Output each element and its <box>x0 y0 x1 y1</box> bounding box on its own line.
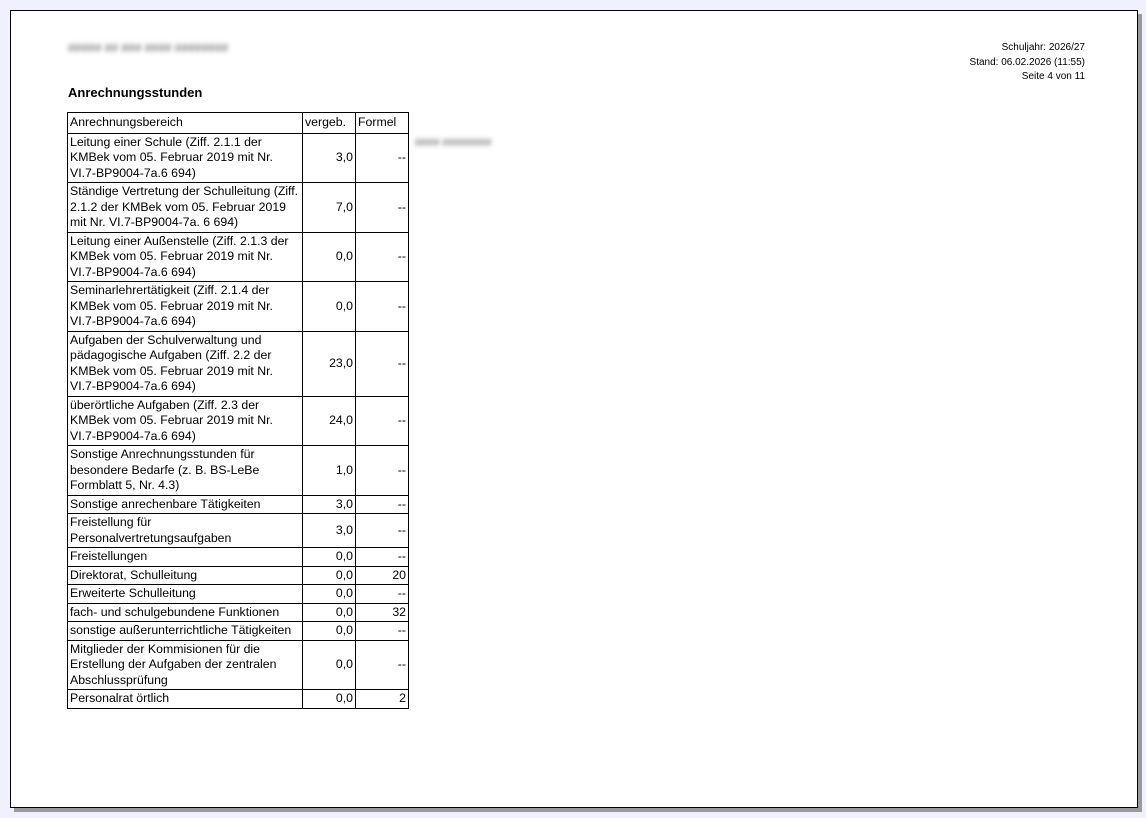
table-row <box>68 282 409 332</box>
cell-formel: -- <box>356 396 409 446</box>
cell-formel: -- <box>356 514 409 548</box>
table-row <box>68 566 409 585</box>
table-row <box>68 622 409 641</box>
cell-formel: -- <box>356 133 409 183</box>
cell-vergeben: 0,0 <box>303 603 356 622</box>
cell-formel: -- <box>356 232 409 282</box>
cell-vergeben: 0,0 <box>303 690 356 709</box>
cell-formel: -- <box>356 548 409 567</box>
cell-bereich: Personalrat örtlich <box>68 690 303 709</box>
cell-vergeben: 7,0 <box>303 183 356 233</box>
cell-vergeben: 24,0 <box>303 396 356 446</box>
report-page <box>10 10 1138 808</box>
table-header-row <box>68 113 409 134</box>
anrechnungsstunden-table <box>67 112 409 709</box>
cell-bereich: Mitglieder der Kommisionen für die Erstellung der Aufgaben der zentralen Abschlussprüfung <box>68 640 303 690</box>
cell-formel: 32 <box>356 603 409 622</box>
cell-formel: -- <box>356 622 409 641</box>
cell-vergeben: 0,0 <box>303 548 356 567</box>
stand-label: Stand: 06.02.2026 (11:55) <box>969 56 1085 68</box>
cell-formel: -- <box>356 183 409 233</box>
cell-vergeben: 23,0 <box>303 331 356 396</box>
cell-vergeben: 3,0 <box>303 133 356 183</box>
cell-bereich: Freistellungen <box>68 548 303 567</box>
cell-vergeben: 0,0 <box>303 282 356 332</box>
cell-bereich: fach- und schulgebundene Funktionen <box>68 603 303 622</box>
cell-formel: 20 <box>356 566 409 585</box>
column-header-bereich: Anrechnungsbereich <box>68 113 303 134</box>
report-header-info <box>970 41 1085 85</box>
column-header-vergeben: vergeb. <box>303 113 356 134</box>
table-row <box>68 690 409 709</box>
table-row <box>68 603 409 622</box>
table-row <box>68 396 409 446</box>
cell-vergeben: 0,0 <box>303 640 356 690</box>
cell-bereich: Erweiterte Schulleitung <box>68 585 303 604</box>
cell-bereich: Ständige Vertretung der Schulleitung (Ziff. 2.1.2 der KMBek vom 05. Februar 2019 mit Nr. VI.7-BP9004-7a. 6 694) <box>68 183 303 233</box>
table-row <box>68 133 409 183</box>
cell-bereich: sonstige außerunterrichtliche Tätigkeiten <box>68 622 303 641</box>
cell-bereich: überörtliche Aufgaben (Ziff. 2.3 der KMBek vom 05. Februar 2019 mit Nr. VI.7-BP9004-7a.6 694) <box>68 396 303 446</box>
cell-formel: -- <box>356 585 409 604</box>
cell-formel: -- <box>356 640 409 690</box>
cell-formel: -- <box>356 282 409 332</box>
cell-vergeben: 0,0 <box>303 622 356 641</box>
cell-bereich: Direktorat, Schulleitung <box>68 566 303 585</box>
table-row <box>68 183 409 233</box>
cell-bereich: Sonstige Anrechnungsstunden für besondere Bedarfe (z. B. BS-LeBe Formblatt 5, Nr. 4.3) <box>68 446 303 496</box>
table-row <box>68 548 409 567</box>
cell-formel: -- <box>356 446 409 496</box>
table-row <box>68 585 409 604</box>
cell-vergeben: 0,0 <box>303 585 356 604</box>
table-row <box>68 232 409 282</box>
schuljahr-label: Schuljahr: 2026/27 <box>1001 42 1085 53</box>
table-row <box>68 495 409 514</box>
cell-bereich: Leitung einer Schule (Ziff. 2.1.1 der KMBek vom 05. Februar 2019 mit Nr. VI.7-BP9004-7a.6 694) <box>68 133 303 183</box>
table-row <box>68 446 409 496</box>
table-row <box>68 331 409 396</box>
cell-formel: 2 <box>356 690 409 709</box>
page-title: Anrechnungsstunden <box>68 85 203 100</box>
note-redacted: #### ######## <box>415 137 492 149</box>
cell-formel: -- <box>356 495 409 514</box>
cell-vergeben: 1,0 <box>303 446 356 496</box>
cell-bereich: Sonstige anrechenbare Tätigkeiten <box>68 495 303 514</box>
cell-vergeben: 0,0 <box>303 232 356 282</box>
cell-bereich: Aufgaben der Schulverwaltung und pädagogische Aufgaben (Ziff. 2.2 der KMBek vom 05. Februar 2019 mit Nr. VI.7-BP9004-7a.6 694) <box>68 331 303 396</box>
table-row <box>68 514 409 548</box>
table-row <box>68 640 409 690</box>
cell-vergeben: 3,0 <box>303 495 356 514</box>
table-body <box>68 133 409 708</box>
cell-bereich: Seminarlehrertätigkeit (Ziff. 2.1.4 der KMBek vom 05. Februar 2019 mit Nr. VI.7-BP9004-7a.6 694) <box>68 282 303 332</box>
page-number-label: Seite 4 von 11 <box>1021 71 1085 82</box>
cell-vergeben: 0,0 <box>303 566 356 585</box>
cell-bereich: Freistellung für Personalvertretungsaufgaben <box>68 514 303 548</box>
cell-vergeben: 3,0 <box>303 514 356 548</box>
school-name-redacted: ##### ## ### #### ######## <box>68 41 229 55</box>
column-header-formel: Formel <box>356 113 409 134</box>
cell-bereich: Leitung einer Außenstelle (Ziff. 2.1.3 der KMBek vom 05. Februar 2019 mit Nr. VI.7-BP9004-7a.6 694) <box>68 232 303 282</box>
cell-formel: -- <box>356 331 409 396</box>
